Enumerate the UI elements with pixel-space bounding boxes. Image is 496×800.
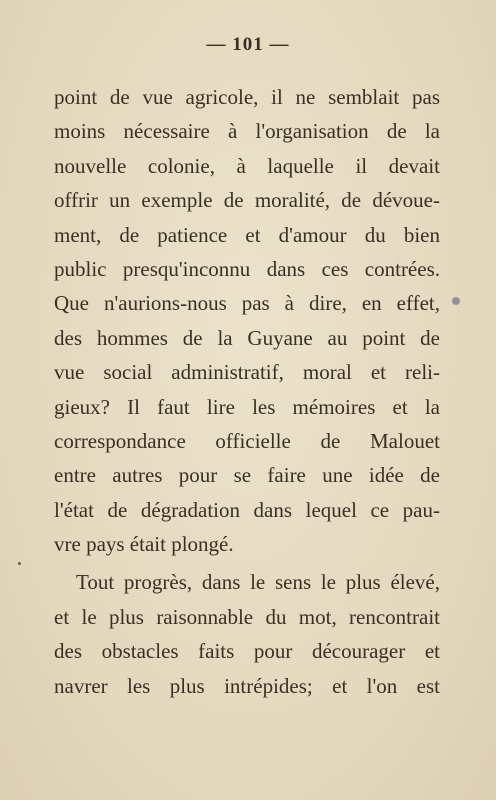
text-line: et le plus raisonnable du mot, rencontrait [54, 604, 440, 629]
paragraph-1 [54, 80, 440, 561]
text-line: vue social administratif, moral et reli- [54, 360, 440, 385]
text-line: navrer les plus intrépides; et l'on est [54, 673, 440, 698]
ink-speck [18, 562, 21, 565]
text-line: ment, de patience et d'amour du bien [54, 222, 440, 247]
text-line: public presqu'inconnu dans ces contrées. [54, 256, 440, 281]
text-line: entre autres pour se faire une idée de [54, 463, 440, 488]
text-line: offrir un exemple de moralité, de dévoue- [54, 188, 440, 213]
page-number: — 101 — [206, 34, 290, 55]
body-text [54, 80, 440, 703]
paragraph-2 [54, 565, 440, 703]
text-line: des obstacles faits pour décourager et [54, 639, 440, 664]
text-line: nouvelle colonie, à laquelle il devait [54, 153, 440, 178]
text-line: moins nécessaire à l'organisation de la [54, 119, 440, 144]
text-line: Que n'aurions-nous pas à dire, en effet, [54, 291, 440, 316]
text-line: point de vue agricole, il ne semblait pas [54, 85, 440, 109]
text-line: gieux? Il faut lire les mémoires et la [54, 394, 440, 419]
text-line: vre pays était plongé. [54, 532, 234, 557]
text-line: des hommes de la Guyane au point de [54, 325, 440, 350]
ink-spot [452, 297, 460, 305]
text-line: Tout progrès, dans le sens le plus élevé, [76, 570, 440, 595]
text-line: l'état de dégradation dans lequel ce pau- [54, 497, 440, 522]
text-line: correspondance officielle de Malouet [54, 428, 440, 453]
